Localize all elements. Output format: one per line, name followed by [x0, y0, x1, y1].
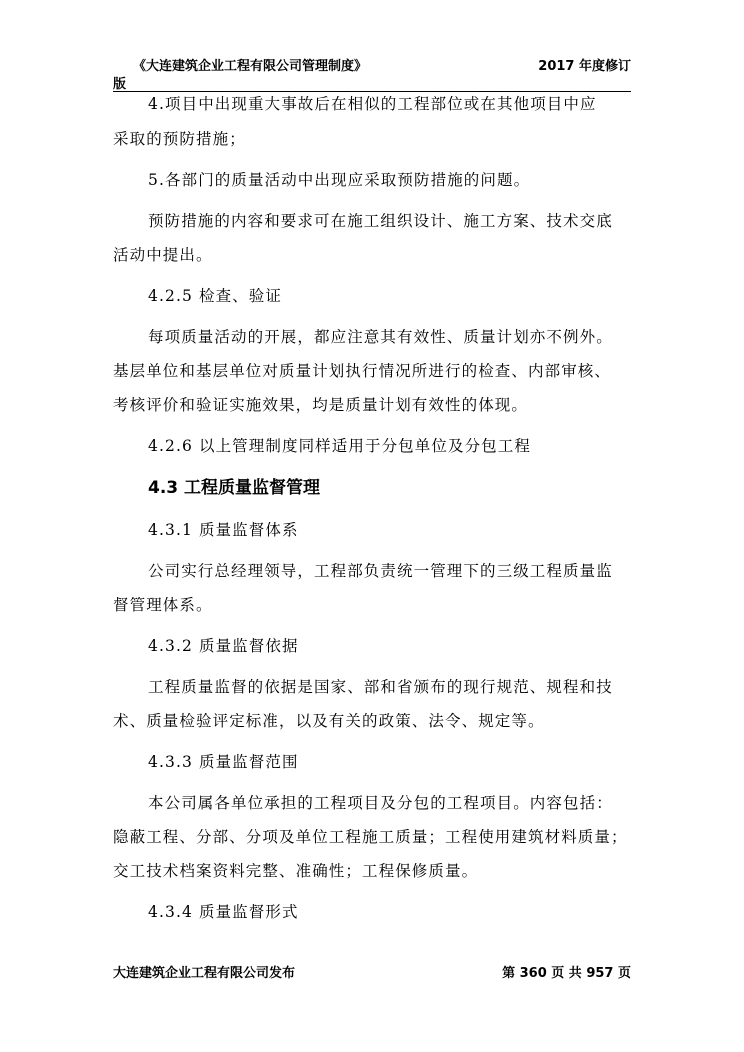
page-header: [113, 53, 631, 92]
paragraph-line: 5.各部门的质量活动中出现应采取预防措施的问题。: [148, 171, 531, 189]
section-heading-4-3-4: 4.3.4 质量监督形式: [148, 903, 299, 921]
paragraph-line: 基层单位和基层单位对质量计划执行情况所进行的检查、内部审核、: [113, 362, 612, 380]
section-heading-4-2-5: 4.2.5 检查、验证: [148, 287, 282, 305]
paragraph-line: 隐蔽工程、分部、分项及单位工程施工质量；工程使用建筑材料质量；: [113, 828, 628, 846]
section-heading-4-2-6: 4.2.6 以上管理制度同样适用于分包单位及分包工程: [148, 437, 531, 455]
paragraph-line: 每项质量活动的开展，都应注意其有效性、质量计划亦不例外。: [148, 328, 613, 346]
paragraph-line: 公司实行总经理领导，工程部负责统一管理下的三级工程质量监: [148, 562, 613, 580]
page-number: 第 360 页 共 957 页: [502, 966, 631, 981]
paragraph-line: 4.项目中出现重大事故后在相似的工程部位或在其他项目中应: [148, 95, 597, 113]
paragraph-line: 考核评价和验证实施效果，均是质量计划有效性的体现。: [113, 396, 529, 414]
publisher-label: 大连建筑企业工程有限公司发布: [113, 966, 296, 981]
paragraph-line: 工程质量监督的依据是国家、部和省颁布的现行规范、规程和技: [148, 678, 613, 696]
section-heading-4-3-2: 4.3.2 质量监督依据: [148, 637, 299, 655]
revision-label-wrap: 版: [113, 77, 127, 92]
paragraph-line: 术、质量检验评定标准，以及有关的政策、法令、规定等。: [113, 712, 545, 730]
section-heading-4-3-1: 4.3.1 质量监督体系: [148, 521, 299, 539]
paragraph-line: 督管理体系。: [113, 596, 213, 614]
paragraph-line: 预防措施的内容和要求可在施工组织设计、施工方案、技术交底: [148, 212, 613, 230]
revision-label: 2017 年度修订: [538, 59, 631, 74]
paragraph-line: 交工技术档案资料完整、准确性；工程保修质量。: [113, 862, 479, 880]
paragraph-line: 活动中提出。: [113, 246, 213, 264]
document-title: 《大连建筑企业工程有限公司管理制度》: [133, 59, 368, 74]
paragraph-line: 本公司属各单位承担的工程项目及分包的工程项目。内容包括：: [148, 794, 613, 812]
section-heading-4-3: 4.3 工程质量监督管理: [148, 478, 321, 498]
section-heading-4-3-3: 4.3.3 质量监督范围: [148, 753, 299, 771]
paragraph-line: 采取的预防措施；: [113, 130, 246, 148]
